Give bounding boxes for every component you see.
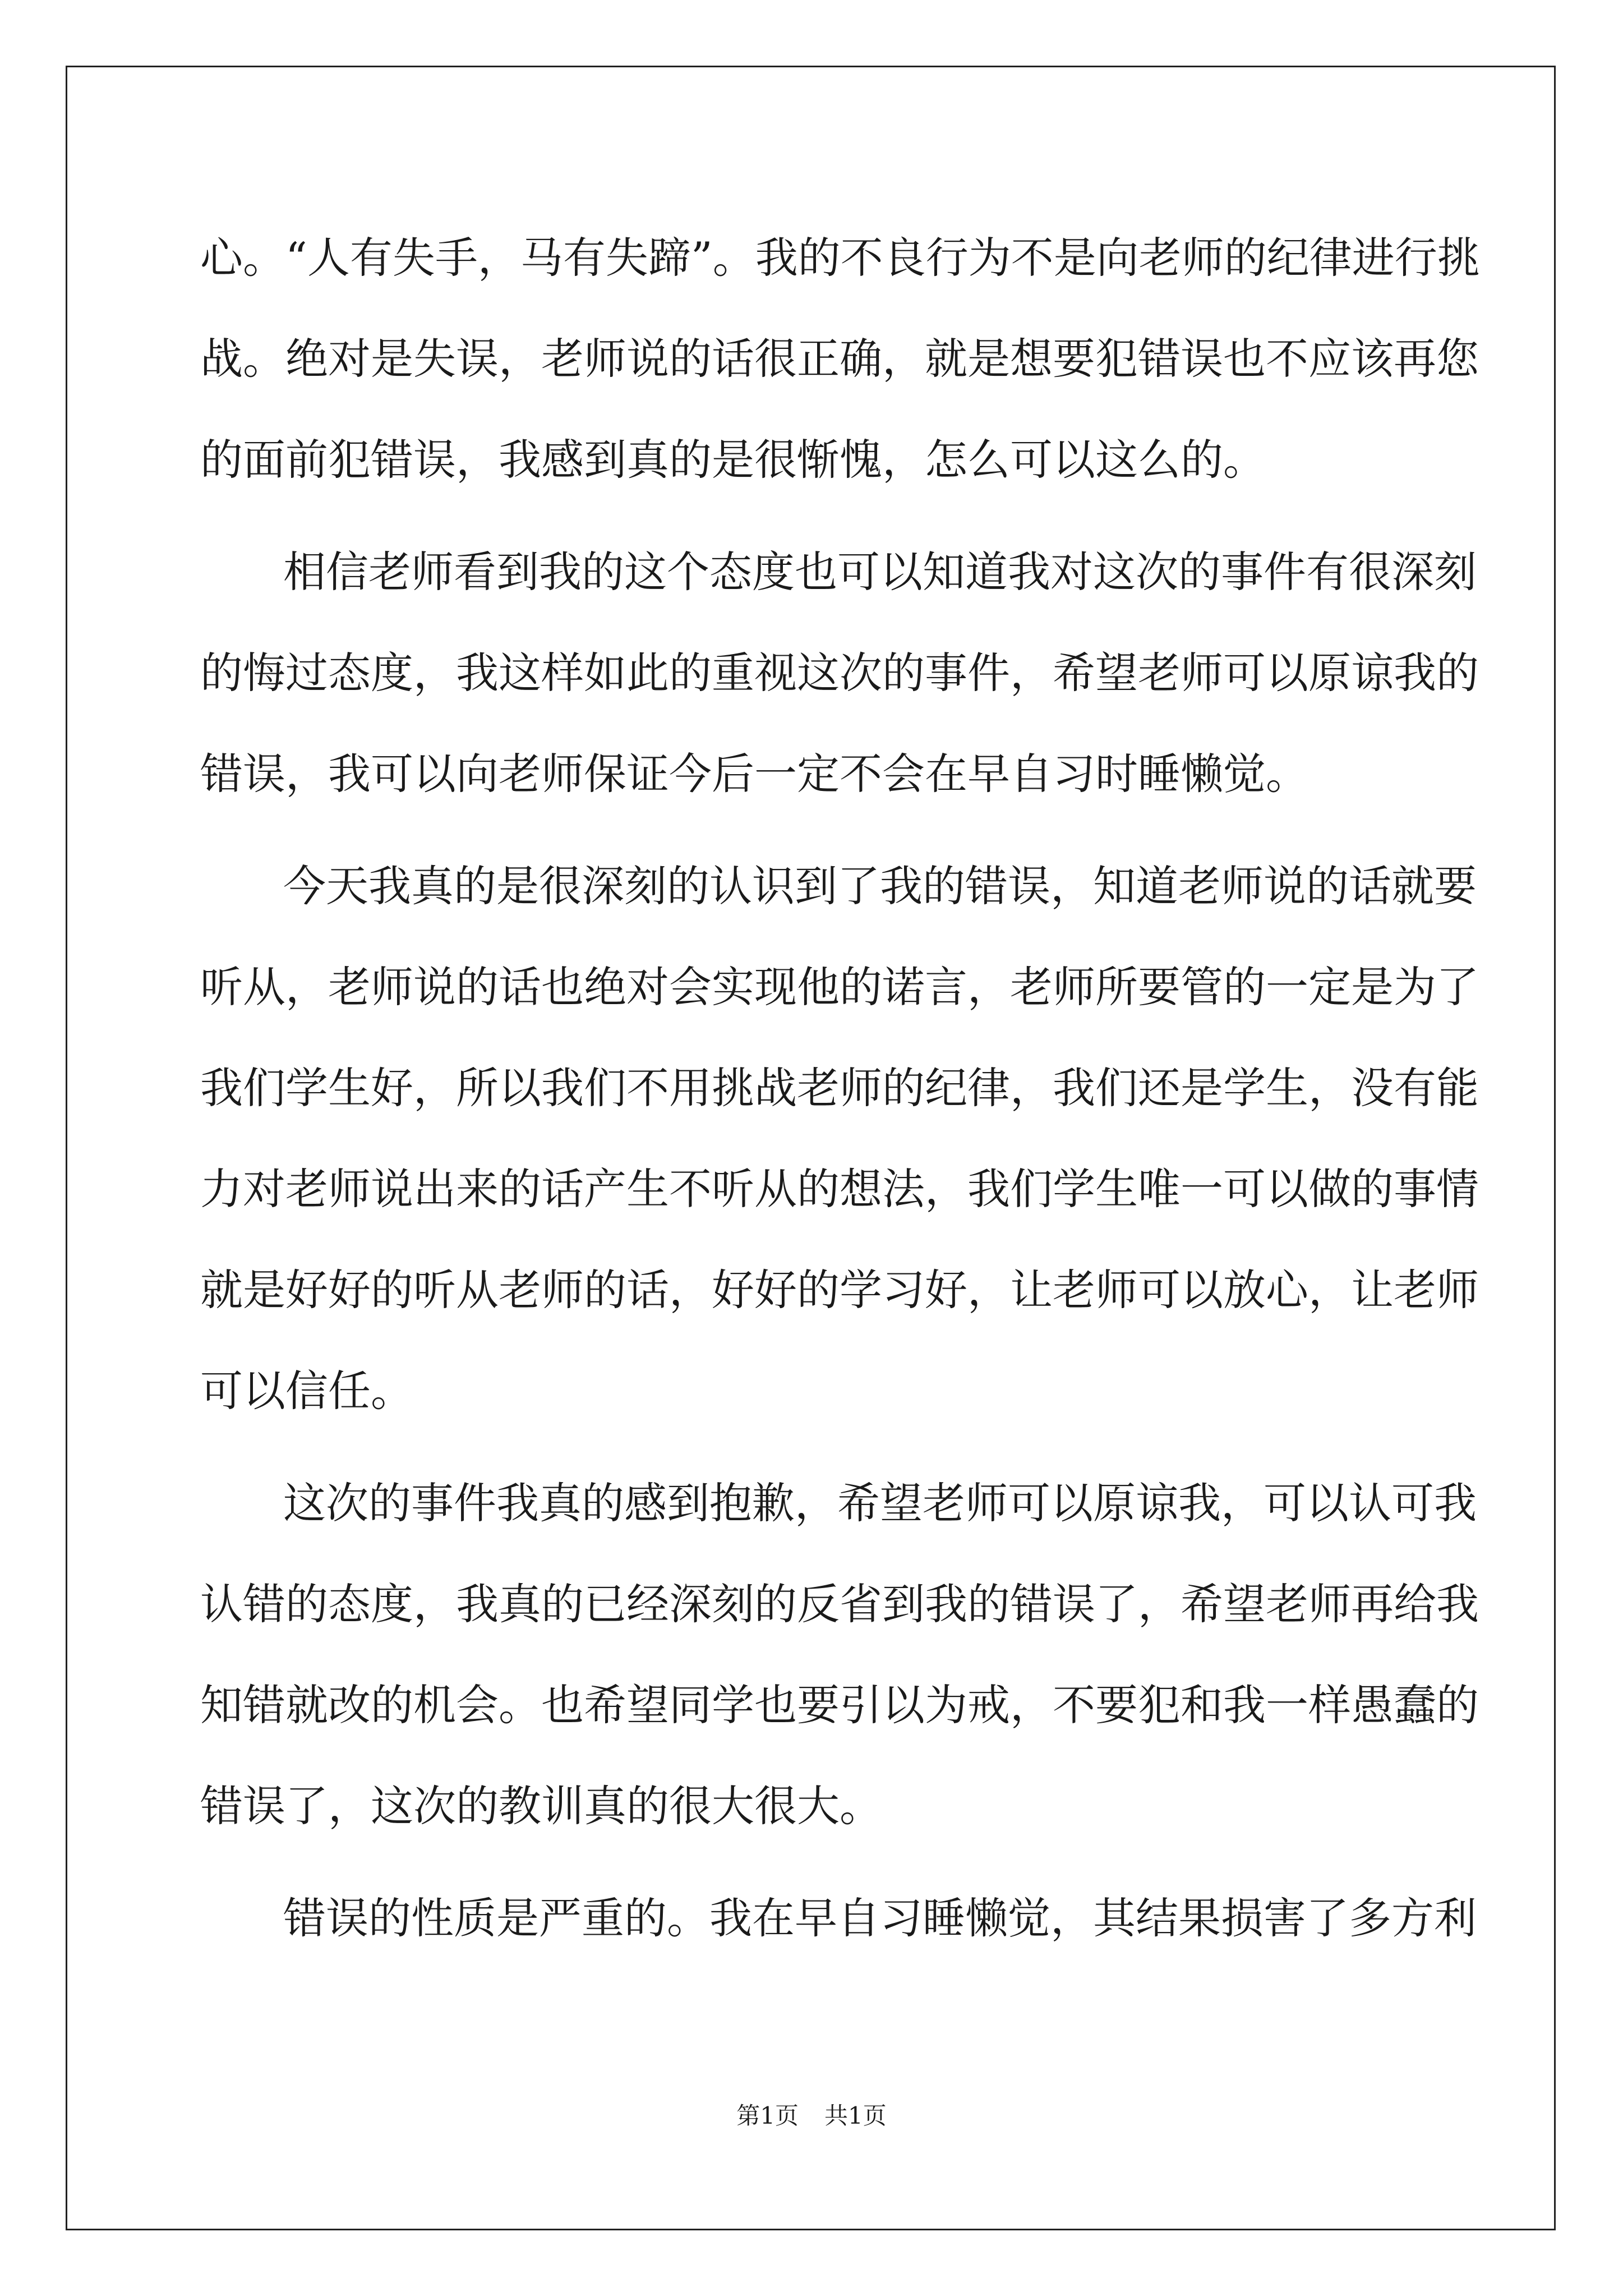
text-line: 的悔过态度，我这样如此的重视这次的事件，希望老师可以原谅我的 — [200, 648, 1479, 698]
document-body — [200, 208, 1480, 1969]
text-line: 战。绝对是失误，老师说的话很正确，就是想要犯错误也不应该再您 — [200, 334, 1479, 384]
text-line: 力对老师说出来的话产生不听从的想法，我们学生唯一可以做的事情 — [200, 1164, 1479, 1214]
text-line: 心。“人有失手，马有失蹄”。我的不良行为不是向老师的纪律进行挑 — [200, 233, 1480, 283]
text-line: 今天我真的是很深刻的认识到了我的错误，知道老师说的话就要 — [283, 861, 1477, 911]
text-line: 错误，我可以向老师保证今后一定不会在早自习时睡懒觉。 — [200, 749, 1308, 799]
text-line: 认错的态度，我真的已经深刻的反省到我的错误了，希望老师再给我 — [200, 1579, 1479, 1629]
paragraph — [200, 1453, 1479, 1857]
text-line: 可以信任。 — [200, 1366, 413, 1416]
text-line: 听从，老师说的话也绝对会实现他的诺言，老师所要管的一定是为了 — [200, 962, 1479, 1012]
text-line: 这次的事件我真的感到抱歉，希望老师可以原谅我，可以认可我 — [283, 1478, 1477, 1528]
text-line: 的面前犯错误，我感到真的是很惭愧，怎么可以这么的。 — [200, 435, 1266, 485]
text-line: 我们学生好，所以我们不用挑战老师的纪律，我们还是学生，没有能 — [200, 1063, 1479, 1113]
text-line: 知错就改的机会。也希望同学也要引以为戒，不要犯和我一样愚蠢的 — [200, 1680, 1479, 1730]
paragraph — [200, 1868, 1477, 1969]
text-line: 错误的性质是严重的。我在早自习睡懒觉，其结果损害了多方利 — [283, 1893, 1477, 1943]
paragraph — [200, 836, 1479, 1442]
page-number: 第1页 — [736, 2102, 799, 2129]
paragraph — [200, 208, 1480, 510]
page-footer — [0, 2099, 1623, 2133]
page-total: 共1页 — [824, 2102, 887, 2129]
text-line: 就是好好的听从老师的话，好好的学习好，让老师可以放心，让老师 — [200, 1265, 1479, 1315]
text-line: 错误了，这次的教训真的很大很大。 — [200, 1781, 882, 1831]
paragraph — [200, 522, 1479, 825]
text-line: 相信老师看到我的这个态度也可以知道我对这次的事件有很深刻 — [283, 547, 1477, 597]
